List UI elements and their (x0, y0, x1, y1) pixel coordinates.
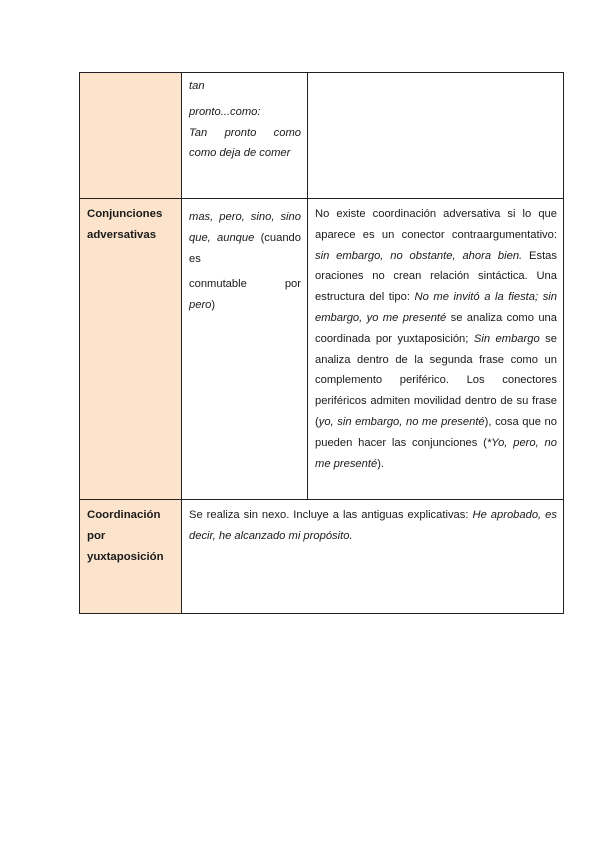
example-normal: conmutable por (189, 278, 301, 291)
description-cell (308, 199, 564, 500)
row-header-line: Coordinación (87, 509, 161, 521)
example-line: pronto...como: (189, 105, 261, 118)
description-italic: Sin embargo (473, 332, 540, 345)
examples-cell (182, 199, 308, 500)
row-header-line: Conjunciones (87, 208, 163, 220)
example-italic: pero (189, 299, 212, 312)
description-text: se analiza como una coordinada por yuxtaposición; (315, 311, 557, 345)
row-header (80, 199, 182, 500)
merged-description-cell (182, 500, 564, 614)
description-text: ), cosa que no pueden hacer las conjunciones ( (315, 415, 557, 449)
examples-paragraph (189, 295, 301, 316)
example-normal: (cuando es (189, 231, 301, 265)
row-header-empty (80, 73, 182, 199)
description-text: Estas oraciones no crean relación sintáctica. Una estructura del tipo: (315, 249, 558, 304)
description-text: ). (377, 457, 385, 470)
examples-paragraph (189, 207, 301, 269)
row-header-line: adversativas (87, 228, 157, 241)
description-text: Se realiza sin nexo. Incluye a las antiguas explicativas: (189, 509, 473, 521)
description-italic: No me invitó a la fiesta; sin embargo, yo me presenté (315, 291, 557, 324)
row-header-line: yuxtaposición (87, 550, 164, 563)
row-header-line: por (87, 529, 106, 542)
description-text: No existe coordinación adversativa si lo que aparece es un conector contraargumentativo: (315, 208, 557, 241)
example-line: tan (189, 80, 205, 92)
examples-cell (182, 73, 308, 199)
row-header (80, 500, 182, 614)
description-paragraph (189, 505, 557, 547)
examples-paragraph (189, 274, 301, 295)
description-italic: yo, sin embargo, no me presenté (318, 415, 485, 428)
grammar-table (79, 72, 564, 614)
description-text: se analiza dentro de la segunda frase como un complemento periférico. Los conectores periféricos admiten movilidad dentro de su frase ( (315, 332, 557, 428)
description-italic: He aprobado, es decir, he alcanzado mi propósito. (189, 509, 557, 542)
description-paragraph (315, 204, 557, 474)
description-cell-empty (308, 73, 564, 199)
description-italic: *Yo, pero, no me presenté (315, 436, 557, 470)
table-row (80, 500, 564, 614)
example-italic: mas, pero, sino, sino que, aunque (189, 211, 301, 244)
example-line: Tan pronto como como deja de comer (189, 126, 301, 160)
table-row (80, 73, 564, 199)
description-italic: sin embargo, no obstante, ahora bien. (315, 249, 523, 262)
table-row (80, 199, 564, 500)
example-normal: ) (211, 299, 216, 312)
